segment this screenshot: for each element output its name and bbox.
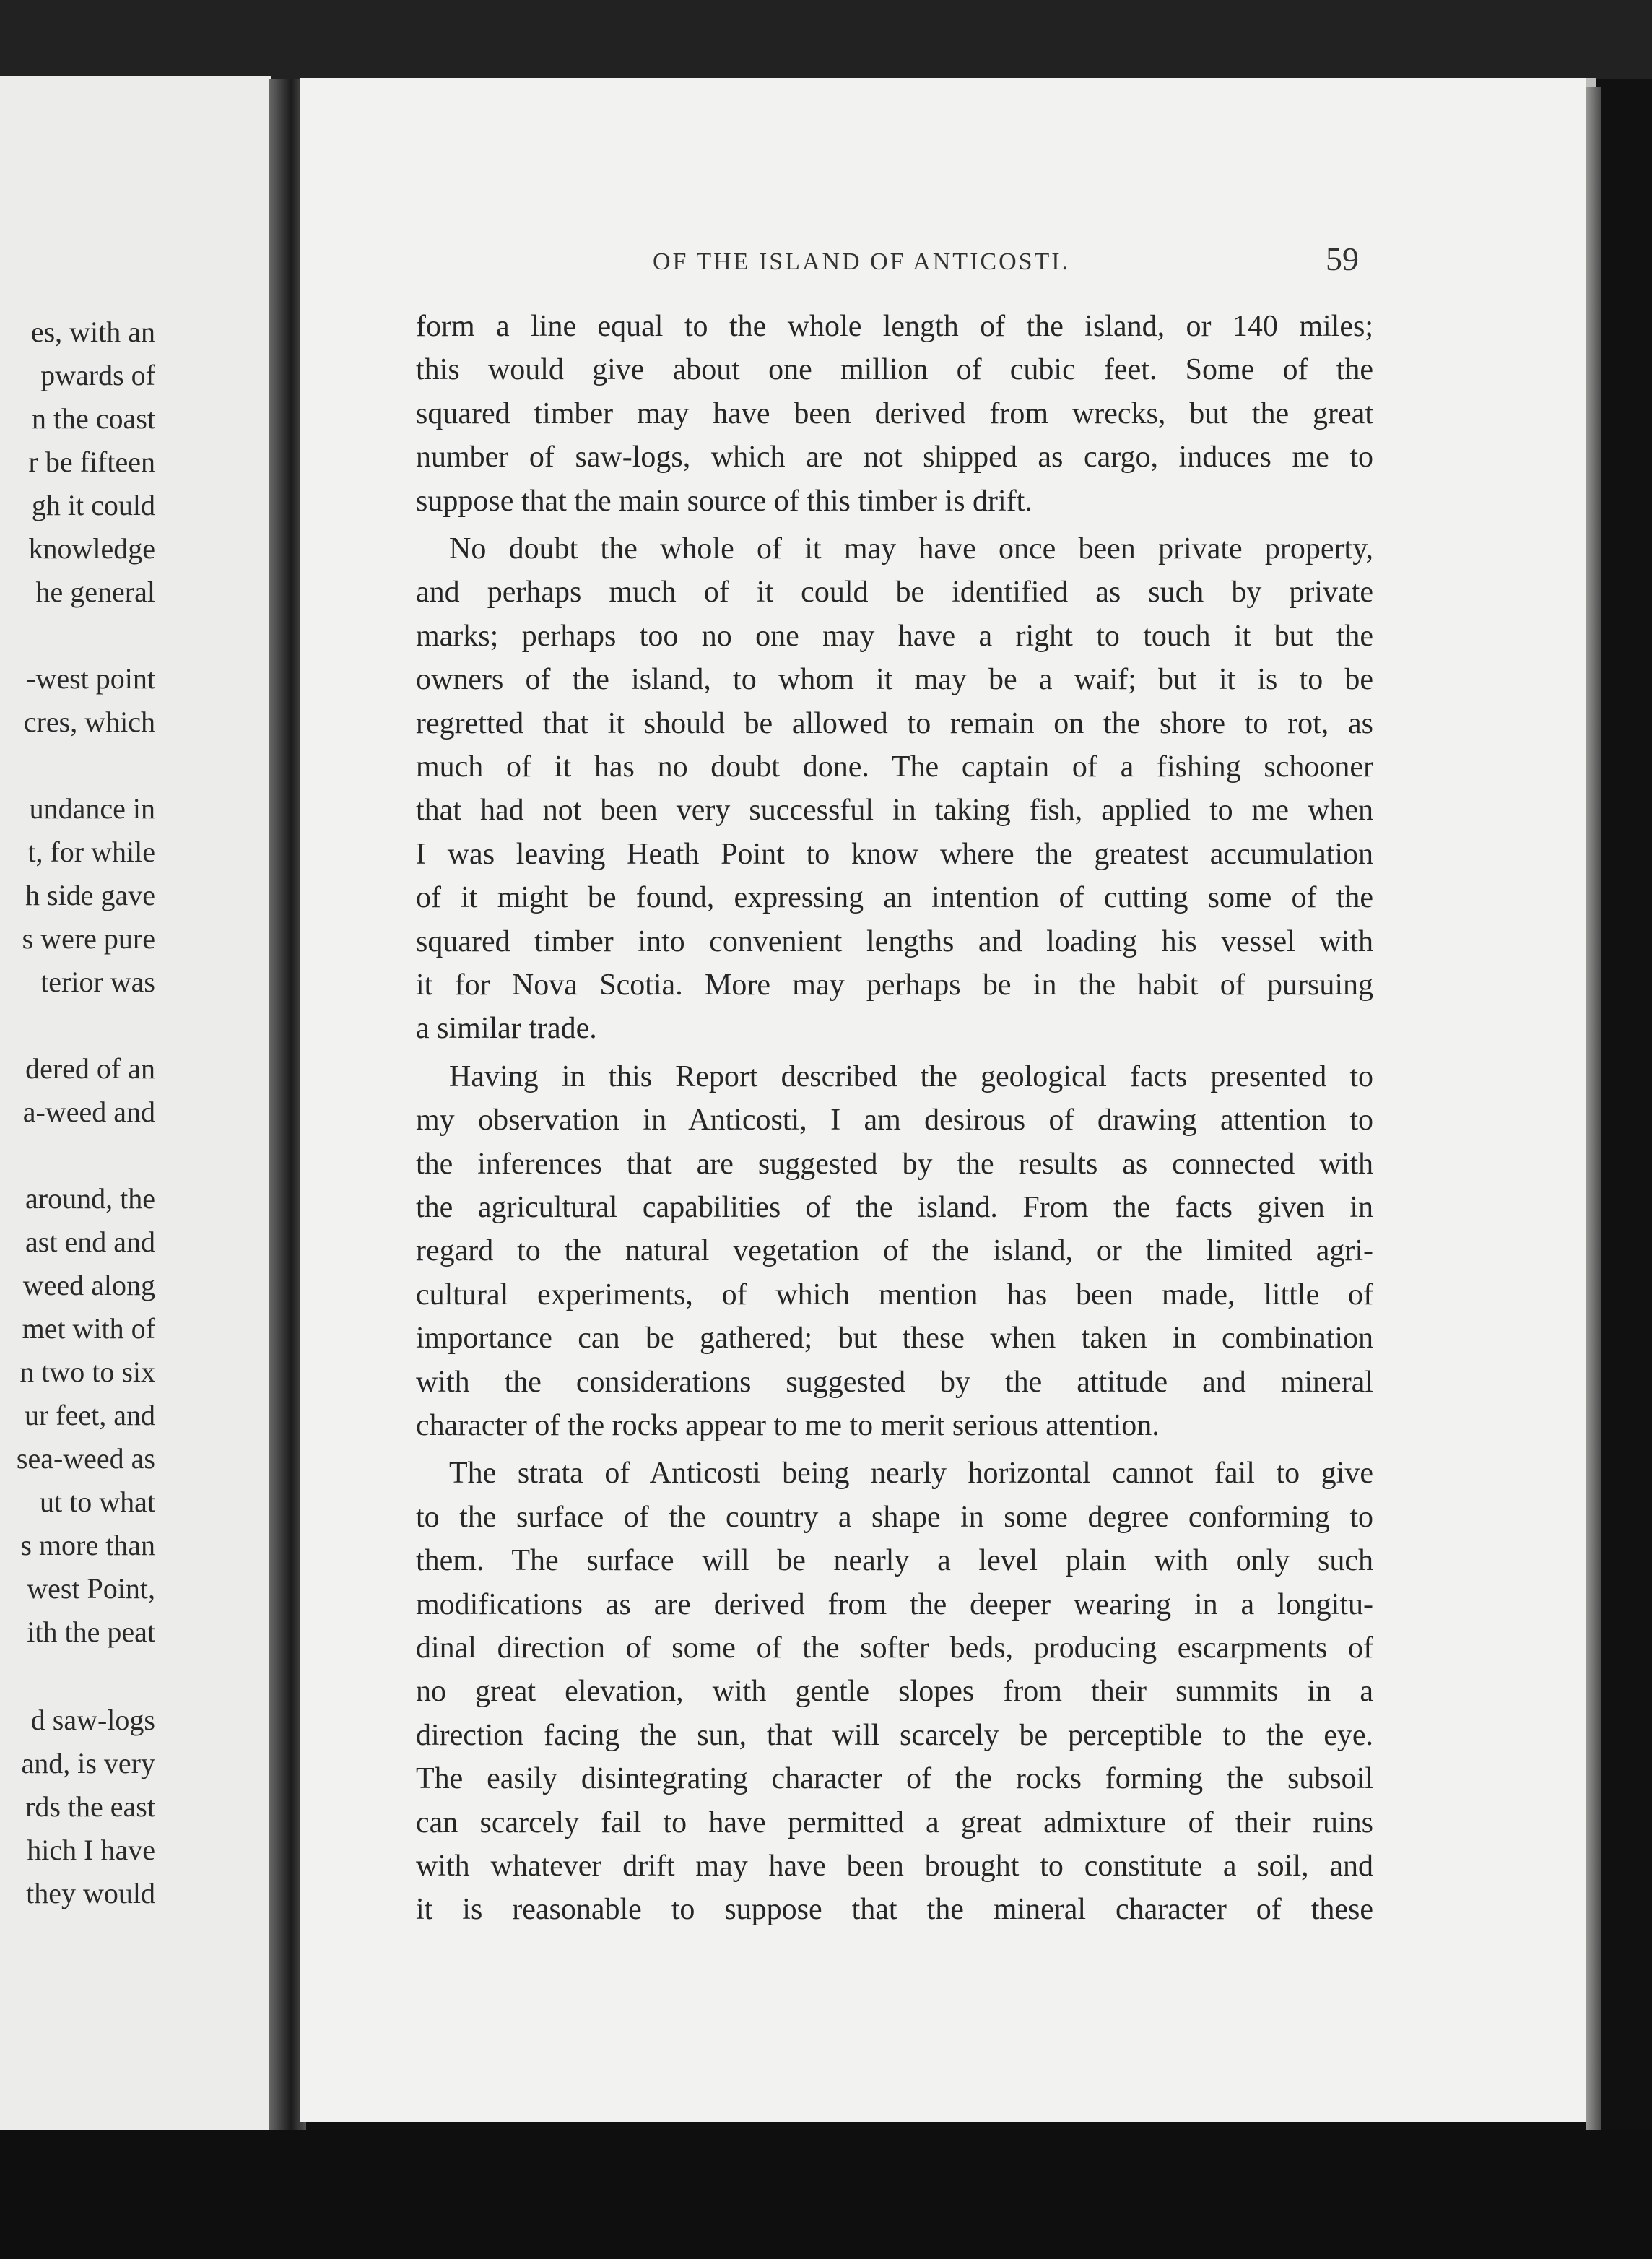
text-line: with the considerations suggested by the attitude and mineral	[416, 1365, 1373, 1399]
text-line: can scarcely fail to have permitted a great admixture of their ruins	[416, 1805, 1373, 1839]
text-line: squared timber into convenient lengths and loading his vessel with	[416, 924, 1373, 958]
right-page	[300, 78, 1596, 2122]
text-line: modifications as are derived from the deeper wearing in a longitu-	[416, 1587, 1373, 1621]
text-line: marks; perhaps too no one may have a right to touch it but the	[416, 619, 1373, 653]
left-page-line: ith the peat	[27, 1616, 155, 1648]
text-line: Having in this Report described the geological facts presented to	[449, 1059, 1373, 1093]
scan-top-border	[0, 0, 1652, 79]
left-page-line: knowledge	[28, 532, 155, 565]
text-line: character of the rocks appear to me to merit serious attention.	[416, 1409, 1160, 1442]
text-line: The strata of Anticosti being nearly horizontal cannot fail to give	[449, 1457, 1373, 1491]
text-line: it is reasonable to suppose that the mineral character of these	[416, 1893, 1373, 1927]
text-line: of it might be found, expressing an intention of cutting some of the	[416, 881, 1373, 915]
left-page-line: h side gave	[25, 879, 155, 911]
text-line: number of saw-logs, which are not shipped as cargo, induces me to	[416, 441, 1373, 474]
left-page-line: and, is very	[21, 1747, 155, 1779]
text-line: no great elevation, with gentle slopes from their summits in a	[416, 1675, 1373, 1709]
left-page-line: r be fifteen	[28, 446, 155, 478]
left-page-line: ur feet, and	[24, 1399, 155, 1431]
left-facing-page	[0, 76, 271, 2134]
text-line: cultural experiments, of which mention has been made, little of	[416, 1278, 1373, 1311]
text-line: regretted that it should be allowed to remain on the shore to rot, as	[416, 706, 1373, 740]
text-line: direction facing the sun, that will scarcely be perceptible to the eye.	[416, 1718, 1373, 1752]
running-head: OF THE ISLAND OF ANTICOSTI.	[653, 248, 1071, 275]
left-page-line: s more than	[20, 1529, 155, 1561]
text-line: regard to the natural vegetation of the island, or the limited agri-	[416, 1234, 1373, 1268]
left-page-line: t, for while	[27, 836, 155, 868]
text-line: dinal direction of some of the softer beds, producing escarpments of	[416, 1631, 1373, 1665]
left-page-line: ut to what	[40, 1486, 155, 1518]
text-line: form a line equal to the whole length of the island, or 140 miles;	[416, 310, 1373, 343]
left-page-line: west Point,	[27, 1572, 155, 1605]
left-page-line: es, with an	[30, 316, 155, 348]
left-page-line: a-weed and	[22, 1096, 155, 1128]
text-line: them. The surface will be nearly a level plain with only such	[416, 1544, 1373, 1578]
text-line: with whatever drift may have been brought to constitute a soil, and	[416, 1850, 1373, 1883]
text-line: the inferences that are suggested by the results as connected with	[416, 1147, 1373, 1181]
text-line: suppose that the main source of this timber is drift.	[416, 484, 1032, 518]
text-line: I was leaving Heath Point to know where the greatest accumulation	[416, 837, 1373, 871]
text-line: squared timber may have been derived from wrecks, but the great	[416, 396, 1373, 430]
text-line: the agricultural capabilities of the island. From the facts given in	[416, 1191, 1373, 1224]
text-line: this would give about one million of cubic feet. Some of the	[416, 353, 1373, 387]
left-page-line: n two to six	[19, 1356, 155, 1388]
left-page-line: n the coast	[31, 402, 155, 435]
text-line: owners of the island, to whom it may be a waif; but it is to be	[416, 663, 1373, 697]
left-page-line: d saw-logs	[30, 1704, 155, 1736]
page-header	[300, 240, 1586, 292]
page-edge	[1586, 87, 1601, 2130]
left-page-line: cres, which	[23, 706, 155, 738]
text-line: a similar trade.	[416, 1012, 597, 1046]
left-page-line: they would	[26, 1877, 155, 1909]
text-line: it for Nova Scotia. More may perhaps be in the habit of pursuing	[416, 968, 1373, 1002]
left-page-line: dered of an	[25, 1052, 155, 1085]
left-page-line: weed along	[22, 1269, 155, 1301]
text-line: much of it has no doubt done. The captain of a fishing schooner	[416, 750, 1373, 784]
left-page-line: he general	[35, 576, 155, 608]
scan-bottom-border	[0, 2130, 1652, 2259]
text-line: and perhaps much of it could be identified as such by private	[416, 576, 1373, 610]
left-page-line: -west point	[26, 662, 155, 695]
left-page-line: rds the east	[25, 1790, 155, 1823]
left-page-line: terior was	[40, 966, 155, 998]
left-page-line: around, the	[25, 1182, 155, 1215]
left-page-line: hich I have	[27, 1834, 155, 1866]
page-number: 59	[1326, 240, 1359, 277]
text-line: No doubt the whole of it may have once been private property,	[449, 532, 1373, 565]
left-page-line: ast end and	[25, 1226, 155, 1258]
text-line: my observation in Anticosti, I am desirous of drawing attention to	[416, 1104, 1373, 1137]
text-line: The easily disintegrating character of the rocks forming the subsoil	[416, 1762, 1373, 1796]
left-page-line: undance in	[29, 792, 155, 825]
text-line: importance can be gathered; but these when taken in combination	[416, 1322, 1373, 1356]
text-line: that had not been very successful in taking fish, applied to me when	[416, 794, 1373, 828]
left-page-line: met with of	[22, 1312, 155, 1345]
left-page-line: sea-weed as	[16, 1442, 155, 1475]
text-line: to the surface of the country a shape in some degree conforming to	[416, 1500, 1373, 1534]
left-page-line: gh it could	[31, 489, 155, 521]
left-page-line: s were pure	[22, 922, 155, 955]
left-page-line: pwards of	[40, 359, 155, 391]
